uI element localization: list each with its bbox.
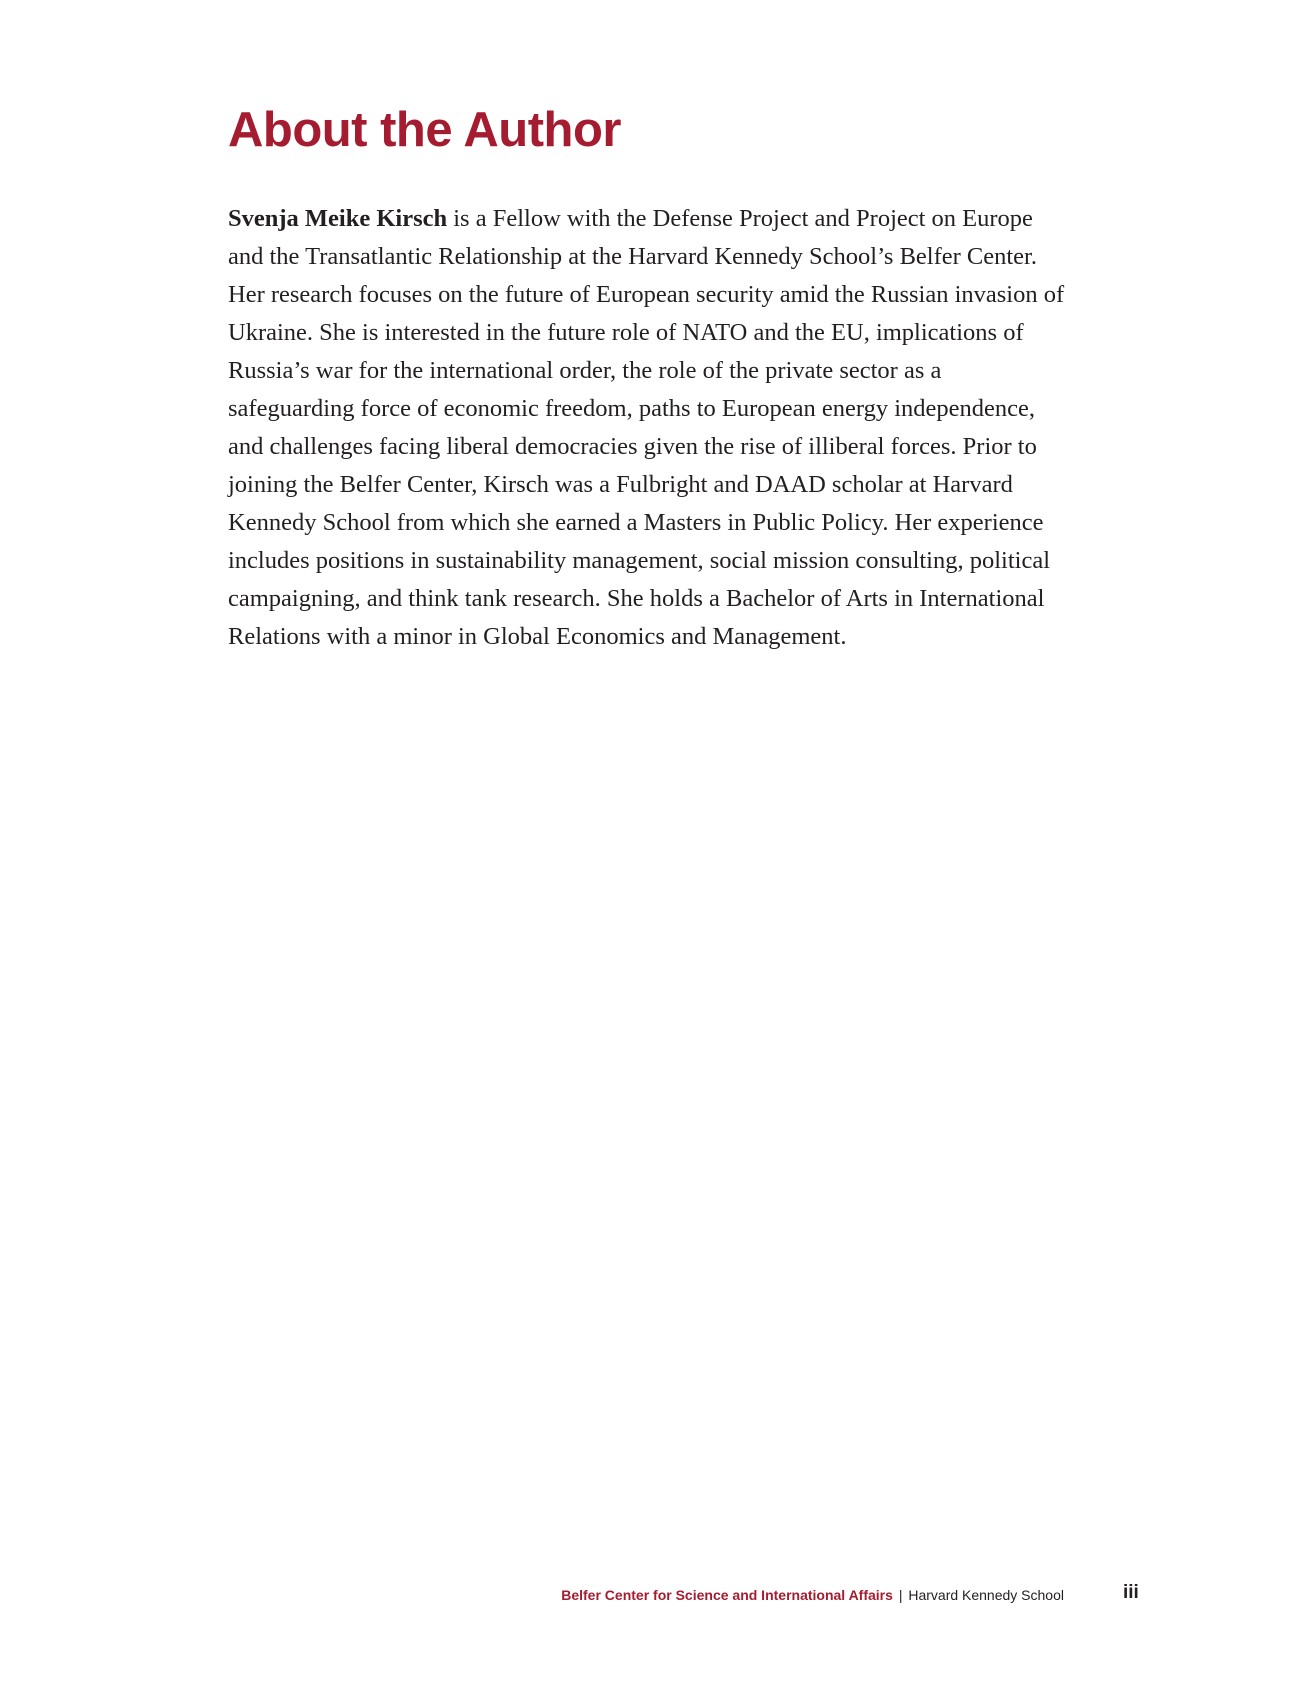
page-title: About the Author (228, 103, 621, 157)
author-bio-text: is a Fellow with the Defense Project and Project on Europe and the Transatlantic Relationship at the Harvard Kennedy School’s Belfer Center. Her research focuses on the future of European security amid the Russian invasion of Ukraine. She is interested in the future role of NATO and the EU, implications of Russia’s war for the international order, the role of the private sector as a safeguarding force of economic freedom, paths to European energy independence, and challenges facing liberal democracies given the rise of illiberal forces. Prior to joining the Belfer Center, Kirsch was a Fulbright and DAAD scholar at Harvard Kennedy School from which she earned a Masters in Public Policy. Her experience includes positions in sustainability management, social mission consulting, political campaigning, and think tank research. She holds a Bachelor of Arts in International Relations with a minor in Global Economics and Management. (228, 205, 1065, 650)
footer-school: Harvard Kennedy School (908, 1587, 1064, 1603)
footer-separator: | (898, 1587, 903, 1603)
author-name: Svenja Meike Kirsch (228, 205, 448, 232)
footer-organization: Belfer Center for Science and International Affairs (561, 1587, 893, 1603)
footer (561, 1587, 1064, 1603)
author-bio (228, 200, 1068, 656)
page-number: iii (1123, 1582, 1139, 1603)
